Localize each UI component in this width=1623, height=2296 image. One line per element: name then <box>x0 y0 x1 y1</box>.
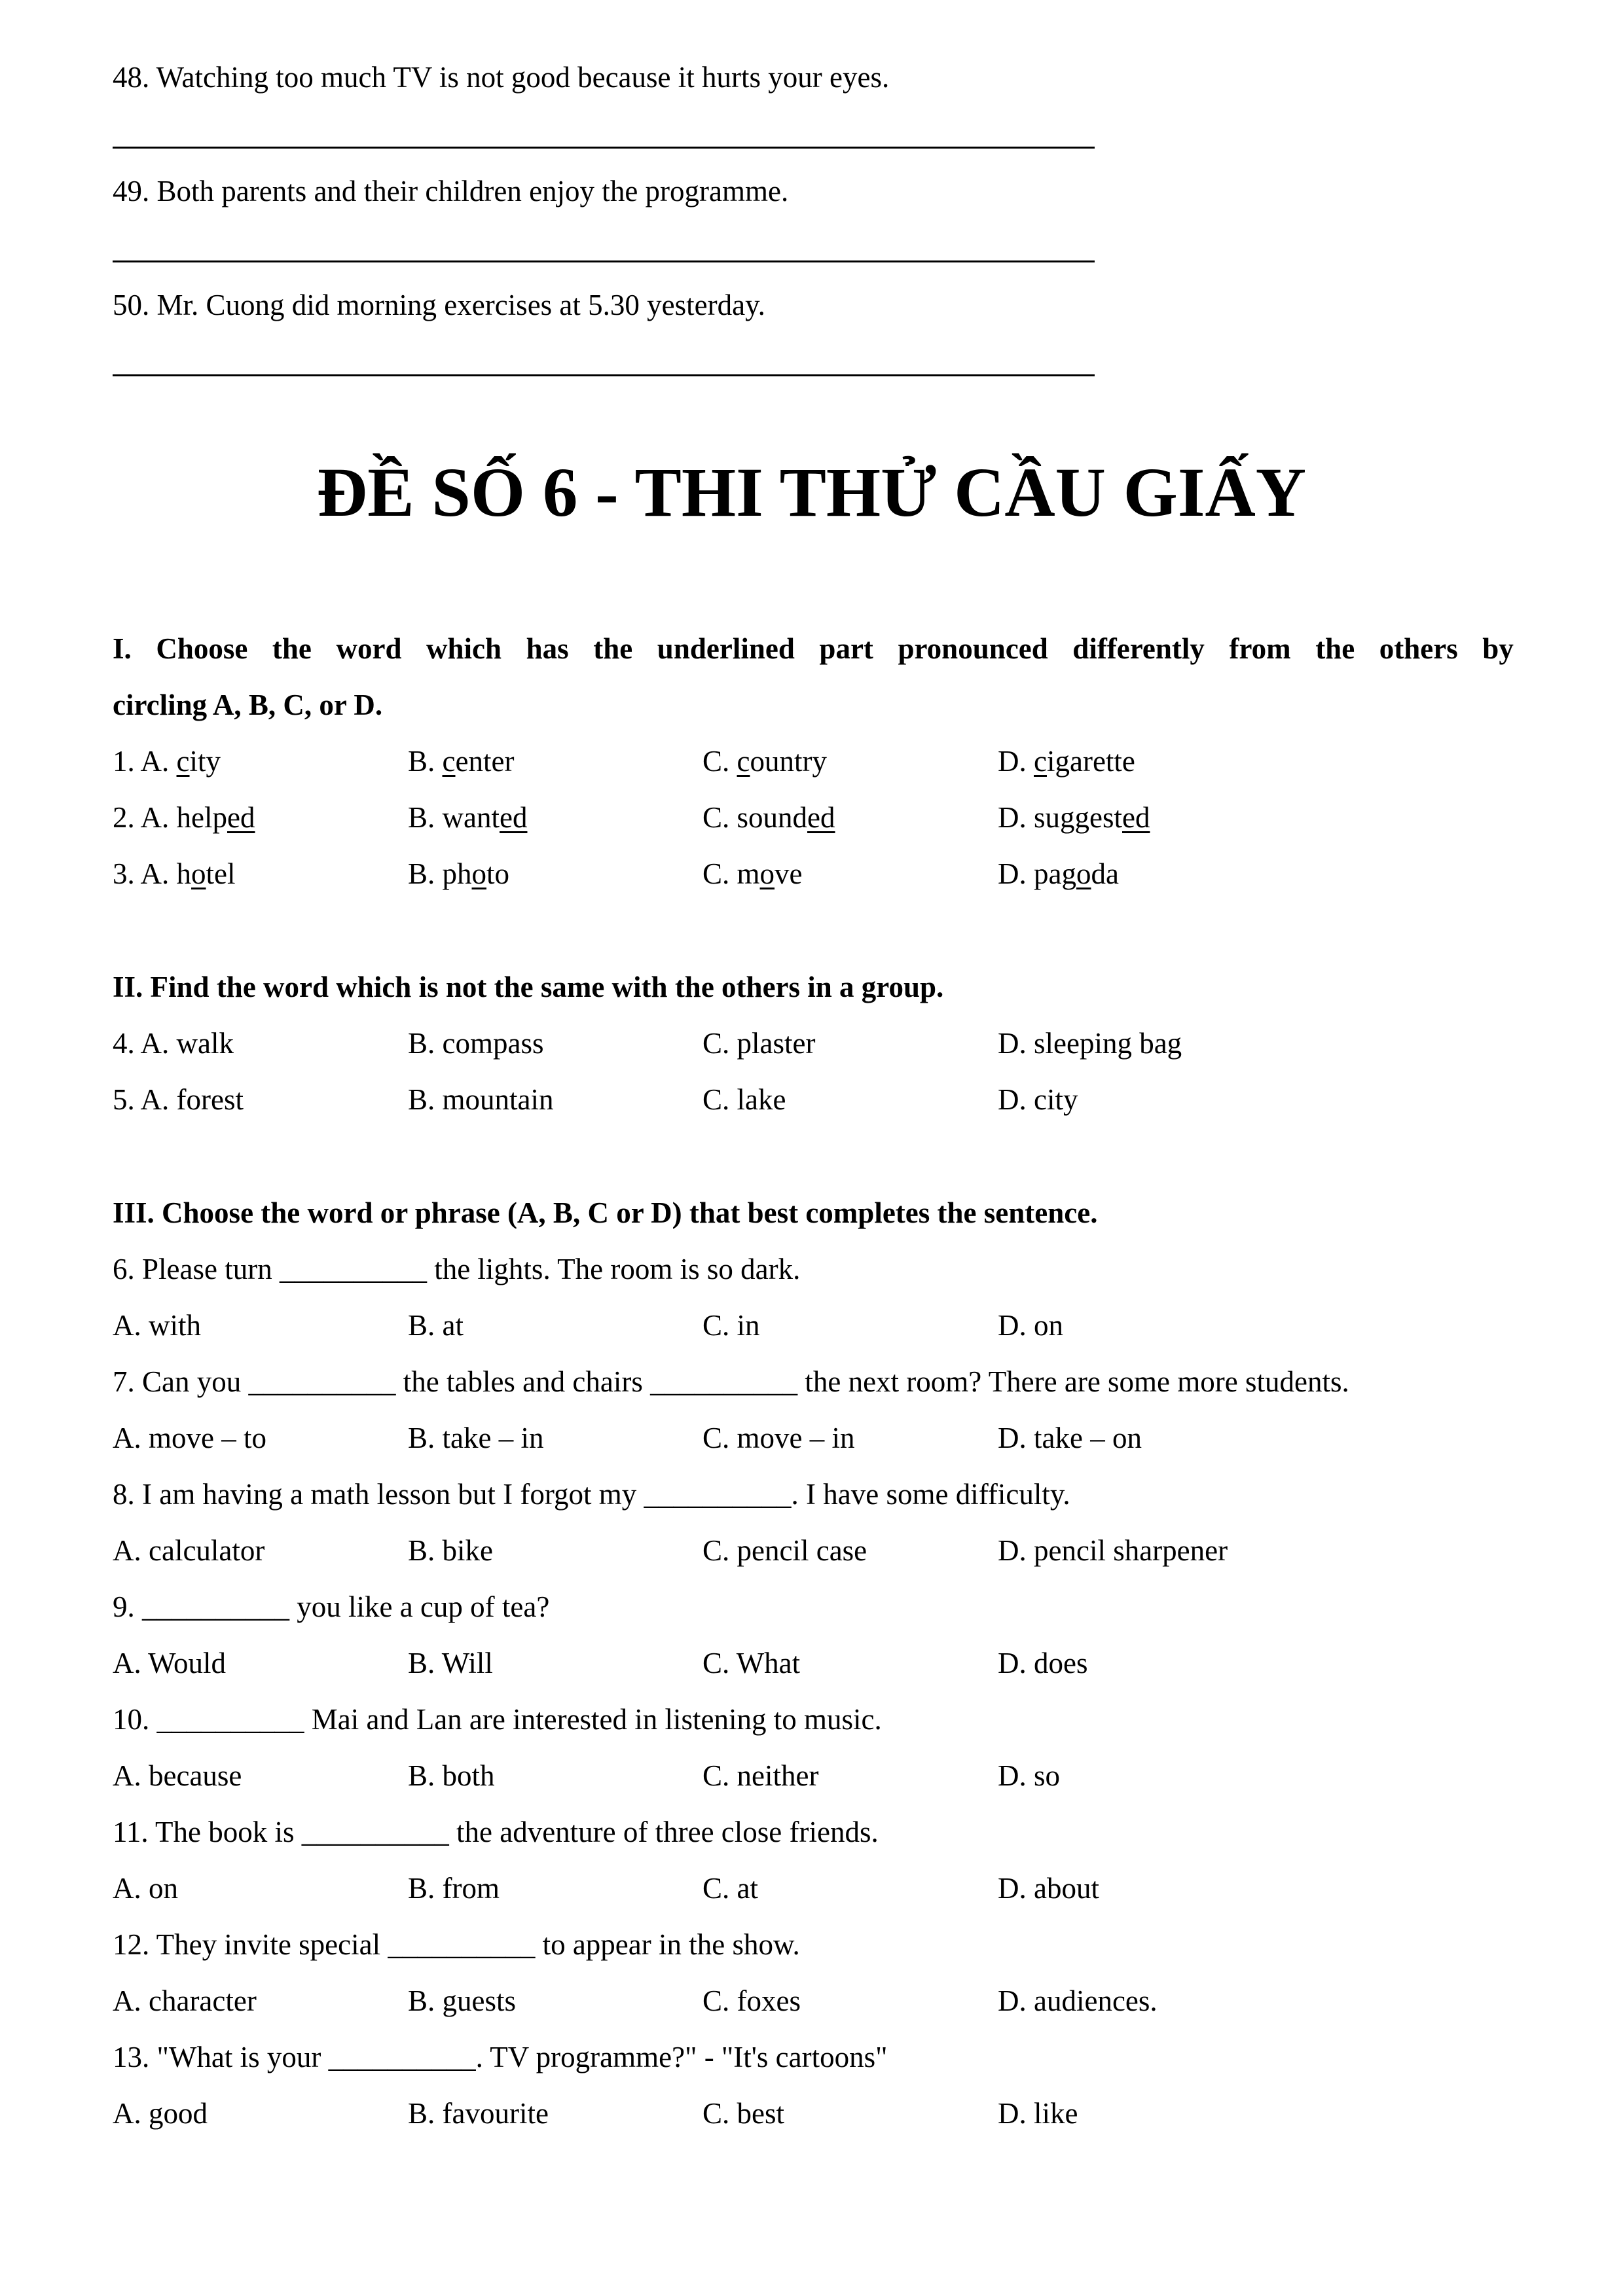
section-1-heading-line-1 <box>113 634 1514 664</box>
word-part: ountry <box>750 745 827 778</box>
option-letter: D. <box>998 857 1027 890</box>
underlined-part: c <box>442 745 456 778</box>
question-11-stem: 11. The book is __________ the adventure of three close friends. <box>113 1816 879 1848</box>
word-part: sound <box>737 801 808 834</box>
word-part: help <box>176 801 228 834</box>
word-part: ph <box>442 857 472 890</box>
question-10-stem: 10. __________ Mai and Lan are interested in listening to music. <box>113 1703 882 1736</box>
heading-word: the <box>272 632 312 665</box>
heading-word: the <box>593 632 633 665</box>
option-8c[interactable]: C. pencil case <box>702 1534 867 1567</box>
option-1a[interactable] <box>113 747 221 776</box>
option-4a[interactable]: 4. A. walk <box>113 1027 234 1060</box>
underlined-part: o <box>191 857 206 890</box>
option-3a[interactable] <box>113 859 236 889</box>
option-10b[interactable]: B. both <box>408 1759 495 1792</box>
question-13-stem: 13. "What is your __________. TV programme?" - "It's cartoons" <box>113 2041 888 2073</box>
option-9a[interactable]: A. Would <box>113 1647 227 1679</box>
word-part: want <box>442 801 500 834</box>
word-part: pag <box>1034 857 1076 890</box>
underlined-part: ed <box>1122 801 1150 834</box>
heading-word: has <box>526 632 569 665</box>
option-8a[interactable]: A. calculator <box>113 1534 265 1567</box>
option-letter: A. <box>140 745 170 778</box>
option-2c[interactable] <box>702 803 835 833</box>
question-number: 1. <box>113 745 135 778</box>
heading-word: the <box>1315 632 1355 665</box>
section-2-heading: II. Find the word which is not the same with the others in a group. <box>113 971 944 1003</box>
question-48: 48. Watching too much TV is not good because it hurts your eyes. <box>113 61 890 94</box>
underlined-part: o <box>759 857 775 890</box>
option-letter: D. <box>998 745 1027 778</box>
underlined-part: ed <box>500 801 528 834</box>
option-2a[interactable] <box>113 803 255 833</box>
option-letter: B. <box>408 801 435 834</box>
option-5d[interactable]: D. city <box>998 1083 1078 1116</box>
option-13d[interactable]: D. like <box>998 2097 1078 2130</box>
option-12d[interactable]: D. audiences. <box>998 1984 1158 2017</box>
heading-word: pronounced <box>898 632 1048 665</box>
option-letter: B. <box>408 745 435 778</box>
word-part: da <box>1091 857 1119 890</box>
option-letter: A. <box>140 857 170 890</box>
underlined-part: c <box>1034 745 1047 778</box>
word-part: enter <box>455 745 515 778</box>
heading-word: Choose <box>156 632 248 665</box>
option-13b[interactable]: B. favourite <box>408 2097 549 2130</box>
question-number: 3. <box>113 857 135 890</box>
option-3c[interactable] <box>702 859 803 889</box>
option-10a[interactable]: A. because <box>113 1759 242 1792</box>
option-7a[interactable]: A. move – to <box>113 1422 266 1454</box>
question-number: 2. <box>113 801 135 834</box>
option-letter: B. <box>408 857 435 890</box>
page-title: ĐỀ SỐ 6 - THI THỬ CẦU GIẤY <box>316 454 1307 531</box>
underlined-part: o <box>471 857 487 890</box>
heading-word: I. <box>113 632 132 665</box>
word-part: to <box>486 857 510 890</box>
option-12b[interactable]: B. guests <box>408 1984 517 2017</box>
option-12a[interactable]: A. character <box>113 1984 257 2017</box>
heading-word: part <box>819 632 873 665</box>
option-11c[interactable]: C. at <box>702 1872 758 1905</box>
option-7b[interactable]: B. take – in <box>408 1422 544 1454</box>
option-6d[interactable]: D. on <box>998 1309 1063 1342</box>
option-13c[interactable]: C. best <box>702 2097 785 2130</box>
underlined-part: ed <box>807 801 835 834</box>
option-11b[interactable]: B. from <box>408 1872 500 1905</box>
word-part: suggest <box>1034 801 1122 834</box>
heading-word: from <box>1229 632 1291 665</box>
answer-line-48[interactable] <box>113 147 1095 149</box>
option-13a[interactable]: A. good <box>113 2097 208 2130</box>
word-part: m <box>737 857 760 890</box>
option-6c[interactable]: C. in <box>702 1309 760 1342</box>
word-part: ity <box>189 745 221 778</box>
heading-word: underlined <box>657 632 795 665</box>
heading-word: which <box>426 632 502 665</box>
option-8d[interactable]: D. pencil sharpener <box>998 1534 1228 1567</box>
option-12c[interactable]: C. foxes <box>702 1984 801 2017</box>
option-9d[interactable]: D. does <box>998 1647 1088 1679</box>
option-5c[interactable]: C. lake <box>702 1083 786 1116</box>
option-9c[interactable]: C. What <box>702 1647 801 1679</box>
option-letter: D. <box>998 801 1027 834</box>
heading-word: others <box>1379 632 1458 665</box>
option-4d[interactable]: D. sleeping bag <box>998 1027 1182 1060</box>
option-10d[interactable]: D. so <box>998 1759 1061 1792</box>
underlined-part: c <box>737 745 750 778</box>
option-letter: C. <box>702 745 730 778</box>
option-1b[interactable] <box>408 747 514 776</box>
question-8-stem: 8. I am having a math lesson but I forgot my __________. I have some difficulty. <box>113 1478 1070 1511</box>
option-7d[interactable]: D. take – on <box>998 1422 1142 1454</box>
question-6-stem: 6. Please turn __________ the lights. The room is so dark. <box>113 1253 801 1285</box>
question-9-stem: 9. __________ you like a cup of tea? <box>113 1590 550 1623</box>
answer-line-50[interactable] <box>113 374 1095 376</box>
word-part: igarette <box>1046 745 1135 778</box>
option-6b[interactable]: B. at <box>408 1309 464 1342</box>
option-8b[interactable]: B. bike <box>408 1534 493 1567</box>
section-3-heading: III. Choose the word or phrase (A, B, C or D) that best completes the sentence. <box>113 1196 1098 1229</box>
heading-word: by <box>1482 632 1514 665</box>
question-7-stem: 7. Can you __________ the tables and chairs __________ the next room? There are some more students. <box>113 1365 1349 1398</box>
word-part: tel <box>206 857 236 890</box>
question-50: 50. Mr. Cuong did morning exercises at 5.30 yesterday. <box>113 289 765 321</box>
option-3b[interactable] <box>408 859 509 889</box>
underlined-part: o <box>1076 857 1091 890</box>
option-5b[interactable]: B. mountain <box>408 1083 554 1116</box>
word-part: ve <box>775 857 803 890</box>
option-1c[interactable] <box>702 747 827 776</box>
option-6a[interactable]: A. with <box>113 1309 201 1342</box>
section-1-heading-line-2: circling A, B, C, or D. <box>113 689 383 721</box>
underlined-part: ed <box>227 801 255 834</box>
option-letter: C. <box>702 801 730 834</box>
option-4b[interactable]: B. compass <box>408 1027 544 1060</box>
word-part: h <box>176 857 192 890</box>
heading-word: word <box>336 632 402 665</box>
option-1d[interactable] <box>998 747 1135 776</box>
option-4c[interactable]: C. plaster <box>702 1027 816 1060</box>
option-11a[interactable]: A. on <box>113 1872 178 1905</box>
question-49: 49. Both parents and their children enjoy the programme. <box>113 175 789 207</box>
answer-line-49[interactable] <box>113 260 1095 262</box>
option-2d[interactable] <box>998 803 1150 833</box>
option-2b[interactable] <box>408 803 527 833</box>
question-12-stem: 12. They invite special __________ to appear in the show. <box>113 1928 800 1961</box>
heading-word: differently <box>1072 632 1205 665</box>
option-11d[interactable]: D. about <box>998 1872 1099 1905</box>
option-7c[interactable]: C. move – in <box>702 1422 855 1454</box>
option-9b[interactable]: B. Will <box>408 1647 493 1679</box>
option-letter: A. <box>140 801 170 834</box>
option-letter: C. <box>702 857 730 890</box>
option-5a[interactable]: 5. A. forest <box>113 1083 244 1116</box>
underlined-part: c <box>176 745 190 778</box>
option-3d[interactable] <box>998 859 1119 889</box>
option-10c[interactable]: C. neither <box>702 1759 819 1792</box>
